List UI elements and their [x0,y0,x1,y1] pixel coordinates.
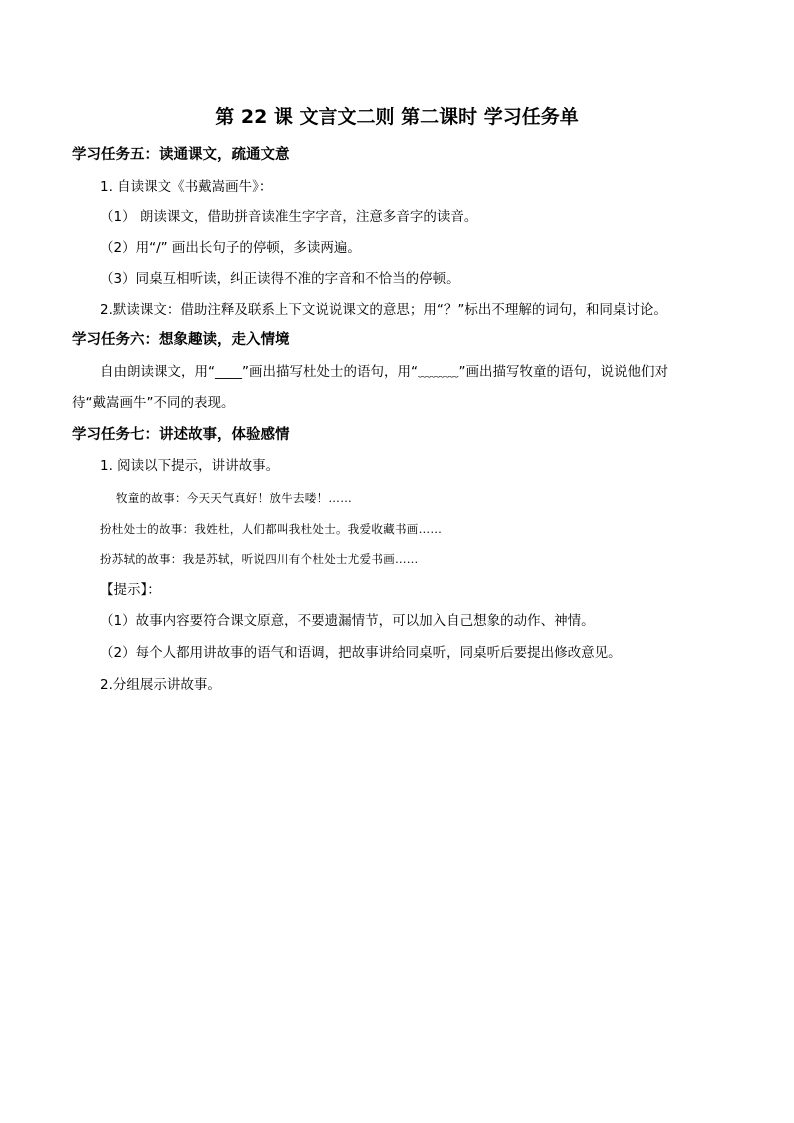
tip-label: 【提示】： [100,582,161,598]
page-title: 第 22 课 文言文二则 第二课时 学习任务单 [215,106,579,128]
story-shepherd-boy: 牧童的故事：今天天气真好！放牛去喽！…… [116,491,352,505]
task6-paragraph-line1: 自由朗读课文，用“____”画出描写杜处士的语句，用“﹏﹏﹏”画出描写牧童的语句，说说他们对 [100,364,668,380]
task5-item1: 1. 自读课文《书戴嵩画牛》： [100,179,273,195]
task5-heading: 学习任务五：读通课文，疏通文意 [72,147,290,163]
task6-heading: 学习任务六：想象趣读，走入情境 [72,332,290,348]
tip-2: （2）每个人都用讲故事的语气和语调，把故事讲给同桌听，同桌听后要提出修改意见。 [100,645,622,661]
task5-sub1: （1） 朗读课文，借助拼音读准生字字音，注意多音字的读音。 [100,209,478,225]
story-du-chushi: 扮杜处士的故事：我姓杜，人们都叫我杜处士。我爱收藏书画…… [100,522,443,536]
tip-1: （1）故事内容要符合课文原意，不要遗漏情节，可以加入自己想象的动作、神情。 [100,613,595,629]
task5-item2: 2.默读课文：借助注释及联系上下文说说课文的意思；用“？”标出不理解的词句，和同桌讨论。 [100,302,667,318]
task7-item1: 1. 阅读以下提示，讲讲故事。 [100,458,280,474]
story-su-shi: 扮苏轼的故事：我是苏轼，听说四川有个杜处士尤爱书画…… [100,552,419,566]
task5-sub2: （2）用“/” 画出长句子的停顿，多读两遍。 [100,240,361,256]
task7-item2: 2.分组展示讲故事。 [100,677,221,693]
task5-sub3: （3）同桌互相听读，纠正读得不准的字音和不恰当的停顿。 [100,271,460,287]
task7-heading: 学习任务七：讲述故事，体验感情 [72,427,290,443]
task6-paragraph-line2: 待“戴嵩画牛”不同的表现。 [72,395,235,411]
